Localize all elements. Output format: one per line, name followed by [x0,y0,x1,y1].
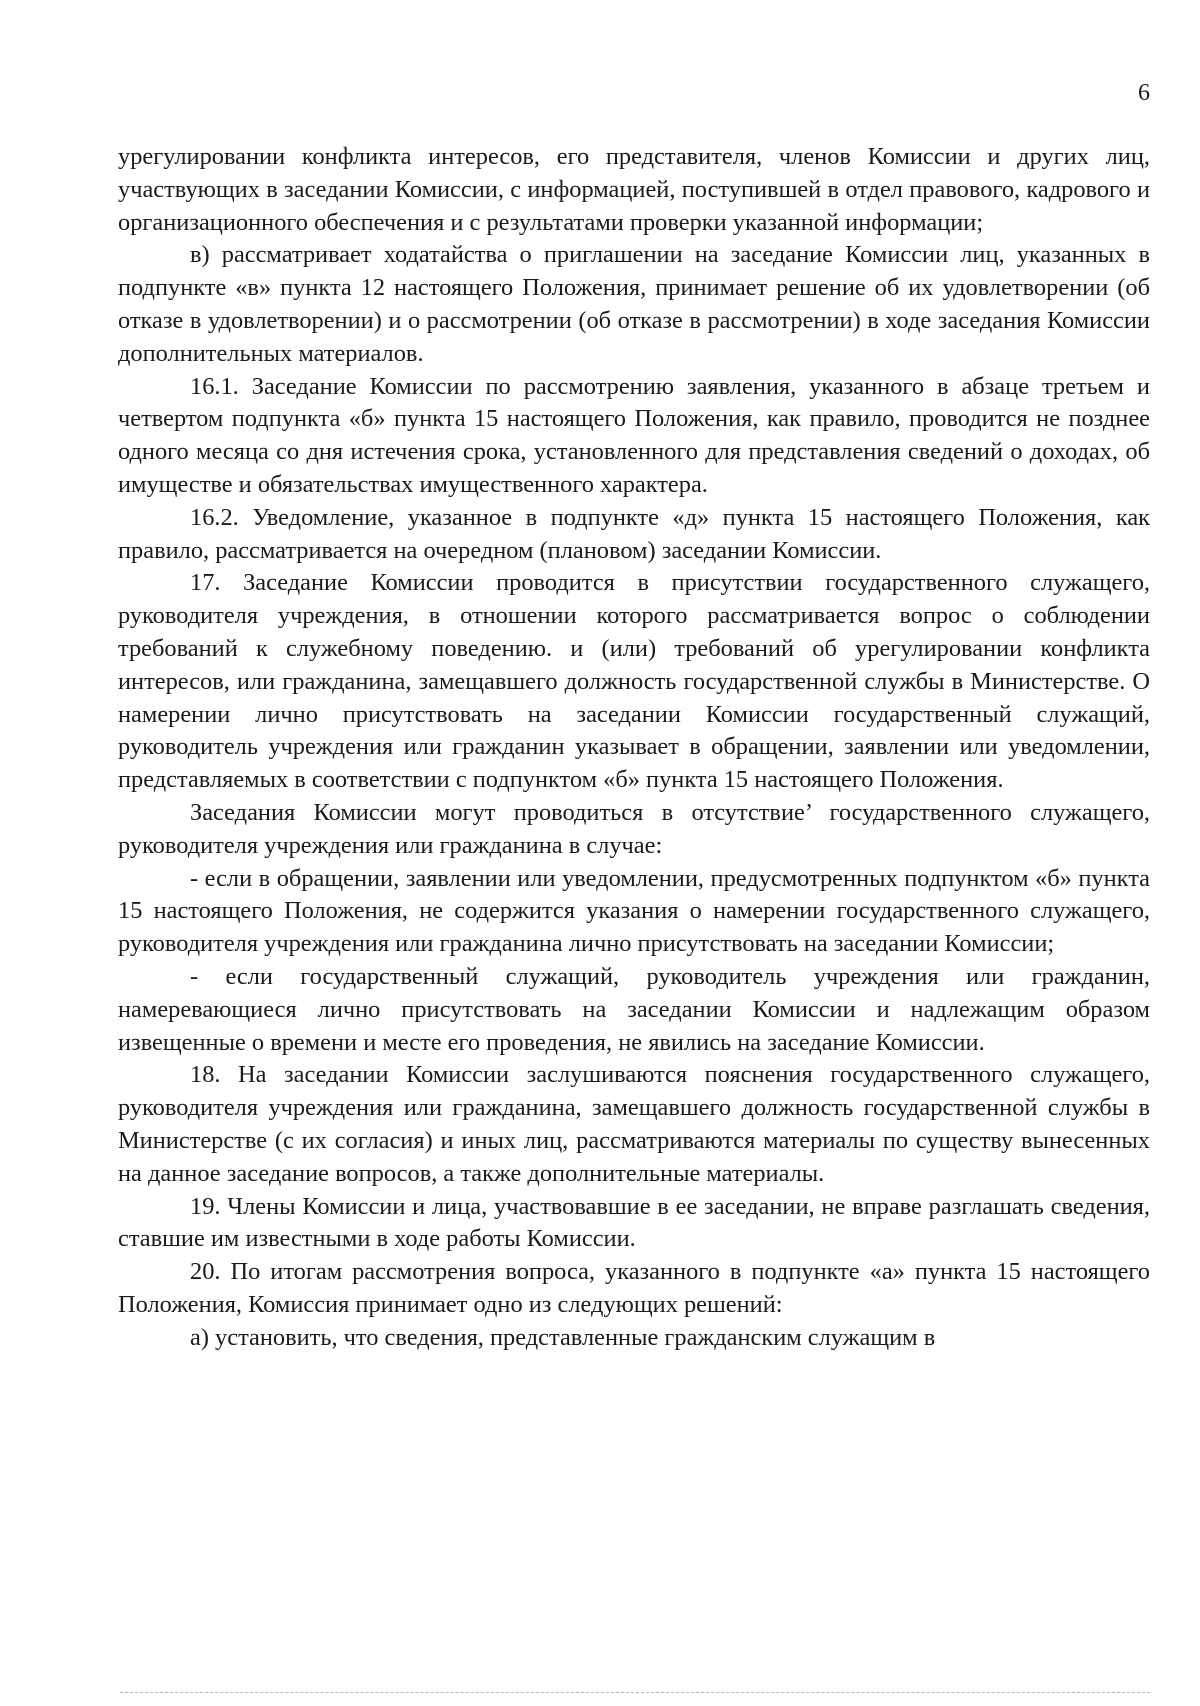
paragraph-19: 19. Члены Комиссии и лица, участвовавшие в ее заседании, не вправе разглашать сведения, ставшие им известными в ходе работы Комиссии. [118,1192,1150,1253]
paragraph-16-1: 16.1. Заседание Комиссии по рассмотрению заявления, указанного в абзаце третьем и четвертом подпункта «б» пункта 15 настоящего Положения, как правило, проводится не позднее одного месяца со дня истечения срока, установленного для представления сведений о доходах, об имуществе и обязательствах имущественного характера. [118,372,1150,498]
paragraph-16-2: 16.2. Уведомление, указанное в подпункте «д» пункта 15 настоящего Положения, как правило, рассматривается на очередном (плановом) заседании Комиссии. [118,503,1150,564]
paragraph-17-case-1: - если в обращении, заявлении или уведомлении, предусмотренных подпунктом «б» пункта 15 настоящего Положения, не содержится указания о намерении государственного служащего, руководителя учреждения или гражданина лично присутствовать на заседании Комиссии; [118,864,1150,958]
paragraph-20: 20. По итогам рассмотрения вопроса, указанного в подпункте «а» пункта 15 настоящего Положения, Комиссия принимает одно из следующих решений: [118,1258,1150,1318]
paragraph-17-absence: Заседания Комиссии могут проводиться в отсутствие’ государственного служащего, руководителя учреждения или гражданина в случае: [118,798,1150,859]
document-body [118,141,1150,1354]
page-number: 6 [1138,80,1150,106]
paragraph-continuation: урегулировании конфликта интересов, его представителя, членов Комиссии и других лиц, участвующих в заседании Комиссии, с информацией, поступившей в отдел правового, кадрового и организационного обеспечения и с результатами проверки указанной информации; [118,143,1150,236]
paragraph-17: 17. Заседание Комиссии проводится в присутствии государственного служащего, руководителя учреждения, в отношении которого рассматривается вопрос о соблюдении требований к служебному поведению. и (или) требований об урегулировании конфликта интересов, или гражданина, замещавшего должность государственной службы в Министерстве. О намерении лично присутствовать на заседании Комиссии государственный служащий, руководитель учреждения или гражданин указывает в обращении, заявлении или уведомлении, представляемых в соответствии с подпунктом «б» пункта 15 настоящего Положения. [118,569,1150,794]
paragraph-16v: в) рассматривает ходатайства о приглашении на заседание Комиссии лиц, указанных в подпункте «в» пункта 12 настоящего Положения, принимает решение об их удовлетворении (об отказе в удовлетворении) и о рассмотрении (об отказе в рассмотрении) в ходе заседания Комиссии дополнительных материалов. [118,241,1150,367]
paragraph-20-a: а) установить, что сведения, представленные гражданским служащим в [190,1323,936,1351]
page-bottom-divider [120,1692,1150,1693]
paragraph-18: 18. На заседании Комиссии заслушиваются пояснения государственного служащего, руководителя учреждения или гражданина, замещавшего должность государственной службы в Министерстве (с их согласия) и иных лиц, рассматриваются материалы по существу вынесенных на данное заседание вопросов, а также дополнительные материалы. [118,1061,1150,1187]
paragraph-17-case-2: - если государственный служащий, руководитель учреждения или гражданин, намеревающиеся лично присутствовать на заседании Комиссии и надлежащим образом извещенные о времени и месте его проведения, не явились на заседание Комиссии. [118,962,1150,1056]
